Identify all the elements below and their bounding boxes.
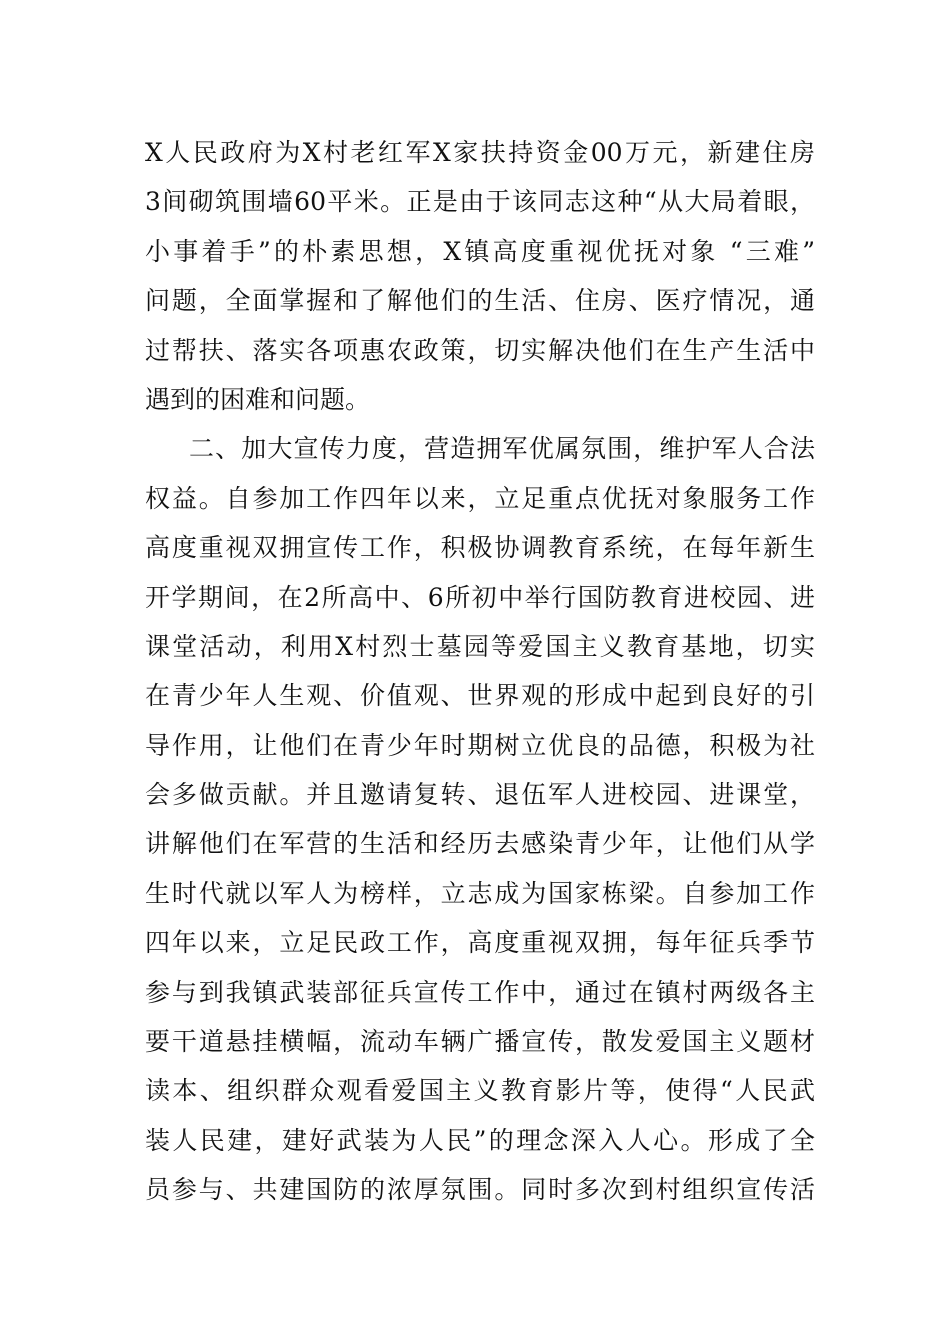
text-line: 课堂活动，利用X村烈士墓园等爱国主义教育基地，切实 xyxy=(145,631,815,661)
text-line: 读本、组织群众观看爱国主义教育影片等，使得“人民武 xyxy=(145,1076,815,1106)
text-line: 3间砌筑围墙60平米。正是由于该同志这种“从大局着眼， xyxy=(145,187,815,217)
text-line: 讲解他们在军营的生活和经历去感染青少年，让他们从学 xyxy=(145,829,815,859)
text-line: 过帮扶、落实各项惠农政策，切实解决他们在生产生活中 xyxy=(145,335,815,365)
text-line: 员参与、共建国防的浓厚氛围。同时多次到村组织宣传活 xyxy=(145,1175,815,1205)
text-line: 会多做贡献。并且邀请复转、退伍军人进校园、进课堂， xyxy=(145,780,815,810)
text-line: 四年以来，立足民政工作，高度重视双拥，每年征兵季节 xyxy=(145,928,815,958)
text-line: 要干道悬挂横幅，流动车辆广播宣传，散发爱国主义题材 xyxy=(145,1027,815,1057)
text-line: 遇到的困难和问题。 xyxy=(145,384,371,414)
text-line: 高度重视双拥宣传工作，积极协调教育系统，在每年新生 xyxy=(145,533,815,563)
text-line: 小事着手”的朴素思想，X镇高度重视优抚对象 “三难” xyxy=(145,236,815,266)
body-text xyxy=(145,128,815,1215)
text-line: 装人民建，建好武装为人民”的理念深入人心。形成了全 xyxy=(145,1125,815,1155)
text-line: 生时代就以军人为榜样，立志成为国家栋梁。自参加工作 xyxy=(145,878,815,908)
paragraph-1 xyxy=(145,128,815,424)
text-line: 导作用，让他们在青少年时期树立优良的品德，积极为社 xyxy=(145,730,815,760)
text-line: X人民政府为X村老红军X家扶持资金00万元，新建住房 xyxy=(145,138,815,167)
text-line: 参与到我镇武装部征兵宣传工作中，通过在镇村两级各主 xyxy=(145,977,815,1007)
paragraph-2 xyxy=(145,424,815,1214)
text-line: 二、加大宣传力度，营造拥军优属氛围，维护军人合法 xyxy=(189,434,815,464)
text-line: 在青少年人生观、价值观、世界观的形成中起到良好的引 xyxy=(145,681,815,711)
text-line: 权益。自参加工作四年以来，立足重点优抚对象服务工作 xyxy=(145,483,815,513)
text-line: 问题，全面掌握和了解他们的生活、住房、医疗情况，通 xyxy=(145,286,815,316)
text-line: 开学期间，在2所高中、6所初中举行国防教育进校园、进 xyxy=(145,582,815,612)
